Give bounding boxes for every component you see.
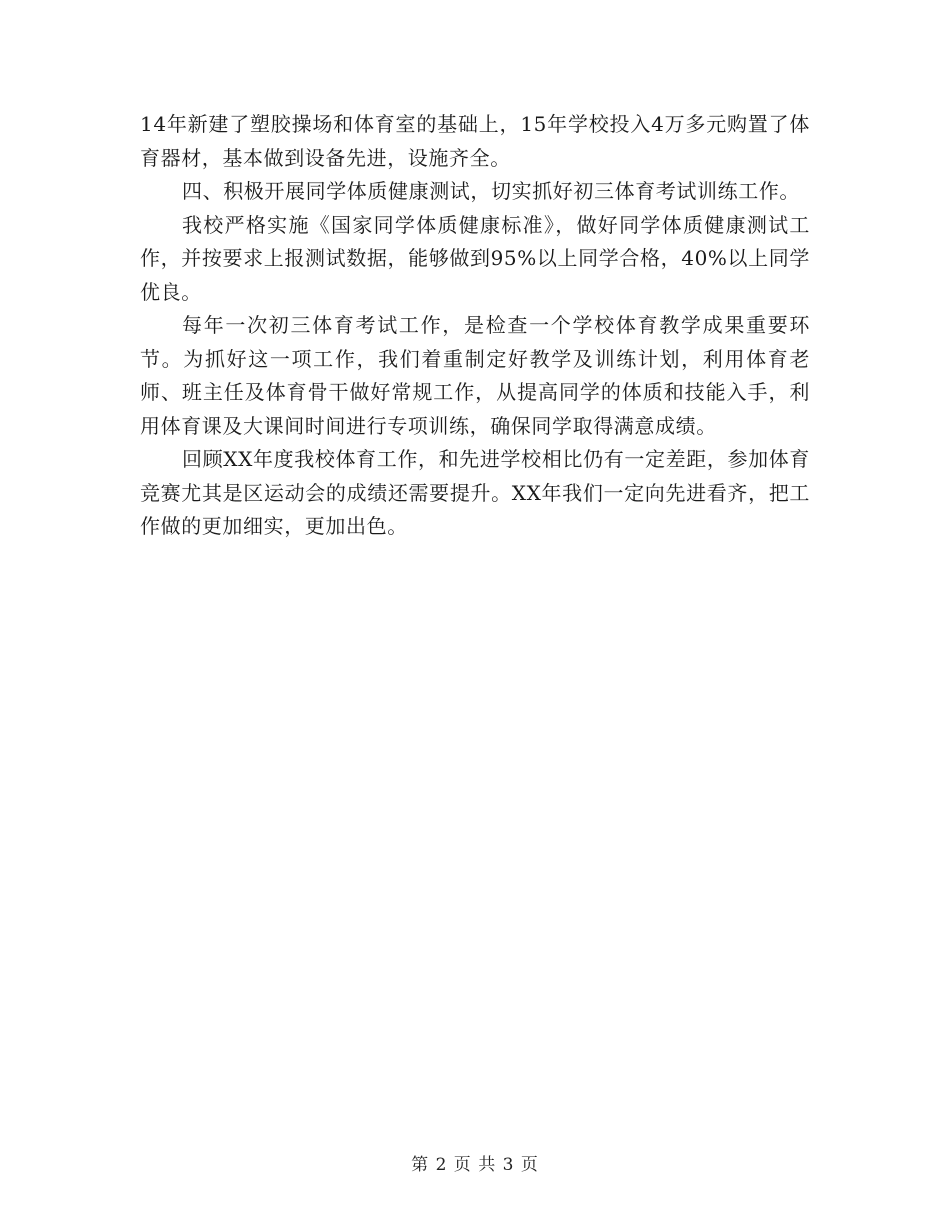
paragraph-review: 回顾XX年度我校体育工作，和先进学校相比仍有一定差距，参加体育竞赛尤其是区运动会的成绩还需要提升。XX年我们一定向先进看齐，把工作做的更加细实，更加出色。: [140, 447, 810, 538]
paragraph-continuation: 14年新建了塑胶操场和体育室的基础上，15年学校投入4万多元购置了体育器材，基本做到设备先进，设施齐全。: [140, 112, 810, 170]
page-number-footer: 第 2 页 共 3 页: [411, 1155, 539, 1175]
paragraph-fitness-standard: 我校严格实施《国家同学体质健康标准》，做好同学体质健康测试工作，并按要求上报测试数据，能够做到95%以上同学合格，40%以上同学优良。: [140, 212, 810, 304]
paragraph-pe-exam: 每年一次初三体育考试工作，是检查一个学校体育教学成果重要环节。为抓好这一项工作，我们着重制定好教学及训练计划，利用体育老师、班主任及体育骨干做好常规工作，从提高同学的体质和技能入手，利用体育课及大课间时间进行专项训练，确保同学取得满意成绩。: [140, 313, 810, 438]
section-heading-four: 四、积极开展同学体质健康测试，切实抓好初三体育考试训练工作。: [182, 179, 800, 203]
document-body: [140, 108, 810, 544]
